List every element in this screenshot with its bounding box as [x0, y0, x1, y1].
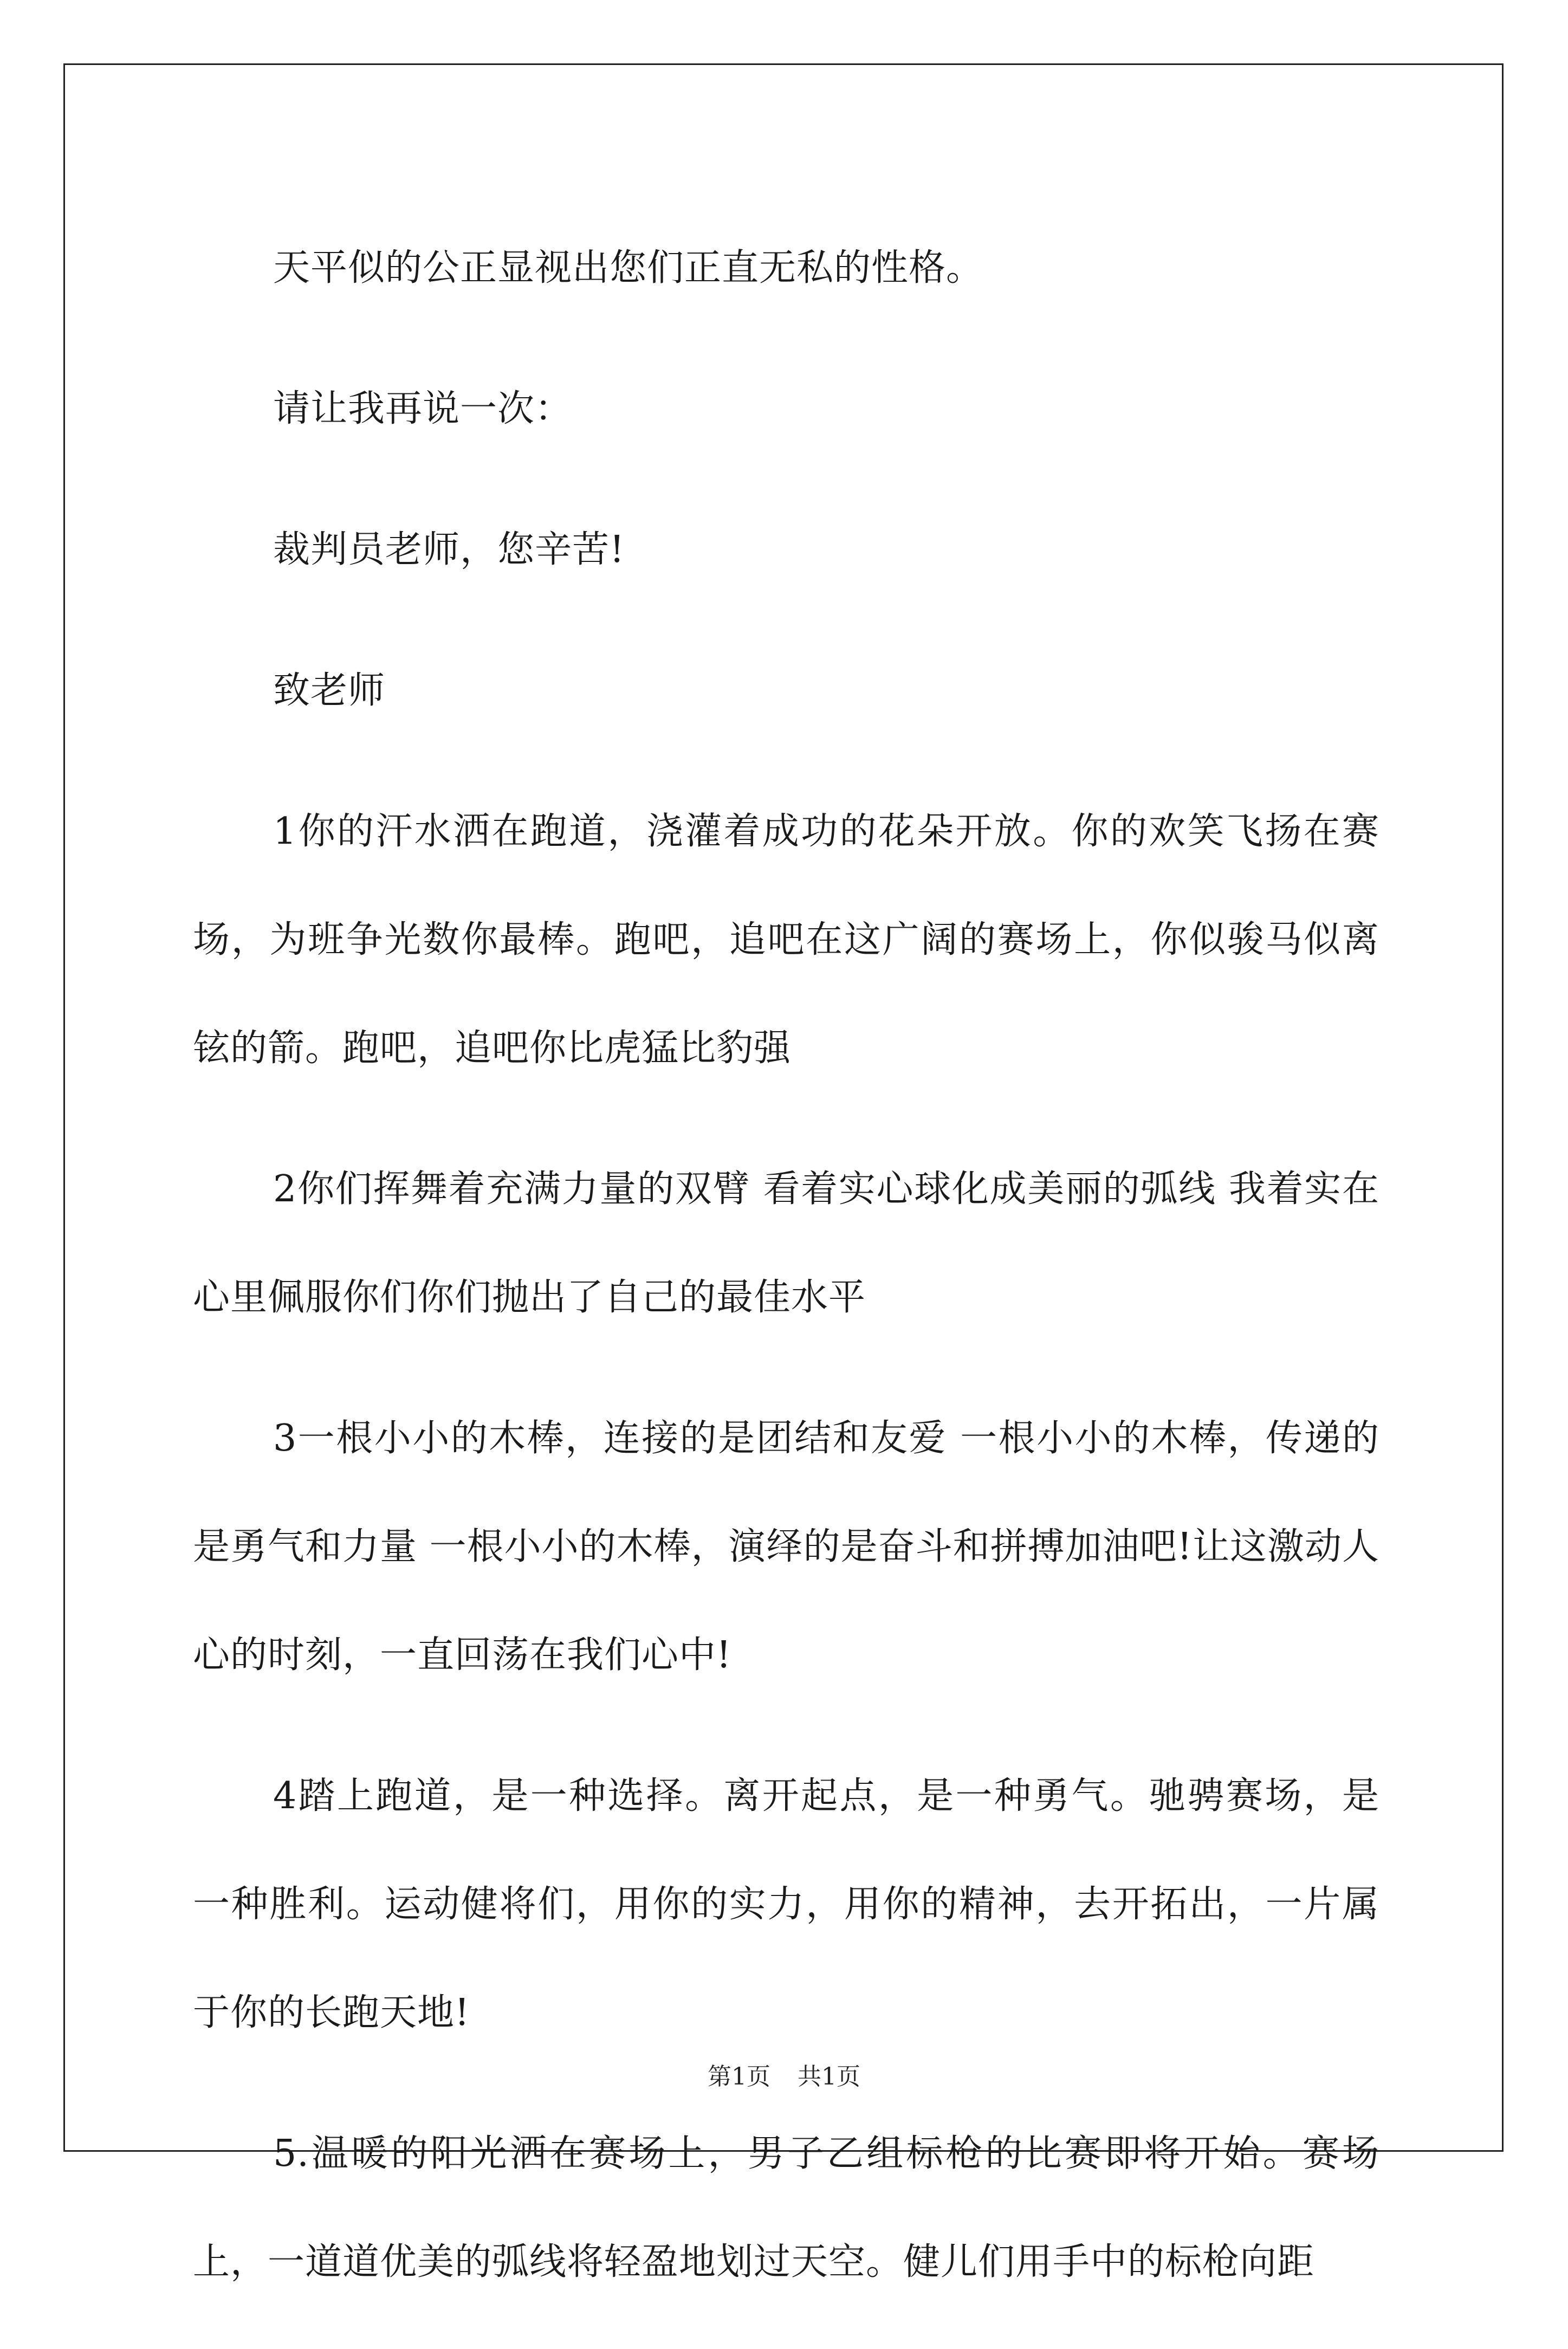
page-number: 第1页	[708, 2063, 770, 2091]
paragraph: 致老师	[273, 669, 386, 712]
paragraph: 裁判员老师，您辛苦!	[273, 528, 625, 571]
document-body	[193, 214, 1379, 2349]
paragraph: 请让我再说一次：	[273, 387, 573, 430]
paragraph: 4踏上跑道，是一种选择。离开起点，是一种勇气。驰骋赛场，是一种胜利。运动健将们，用你的实力，用你的精神，去开拓出，一片属于你的长跑天地!	[193, 1775, 1379, 2034]
page-footer	[0, 2057, 1568, 2092]
paragraph: 5.温暖的阳光洒在赛场上，男子乙组标枪的比赛即将开始。赛场上，一道道优美的弧线将轻盈地划过天空。健儿们用手中的标枪向距	[193, 2132, 1379, 2283]
paragraph: 天平似的公正显视出您们正直无私的性格。	[273, 247, 984, 289]
page-total: 共1页	[798, 2063, 860, 2091]
paragraph: 3一根小小的木棒，连接的是团结和友爱 一根小小的木棒，传递的是勇气和力量 一根小小的木棒，演绎的是奋斗和拼搏加油吧!让这激动人心的时刻，一直回荡在我们心中!	[193, 1417, 1379, 1677]
paragraph: 2你们挥舞着充满力量的双臂 看着实心球化成美丽的弧线 我着实在心里佩服你们你们抛出了自己的最佳水平	[193, 1168, 1379, 1319]
paragraph: 1你的汗水洒在跑道，浇灌着成功的花朵开放。你的欢笑飞扬在赛场，为班争光数你最棒。跑吧，追吧在这广阔的赛场上，你似骏马似离铉的箭。跑吧，追吧你比虎猛比豹强	[193, 810, 1379, 1070]
